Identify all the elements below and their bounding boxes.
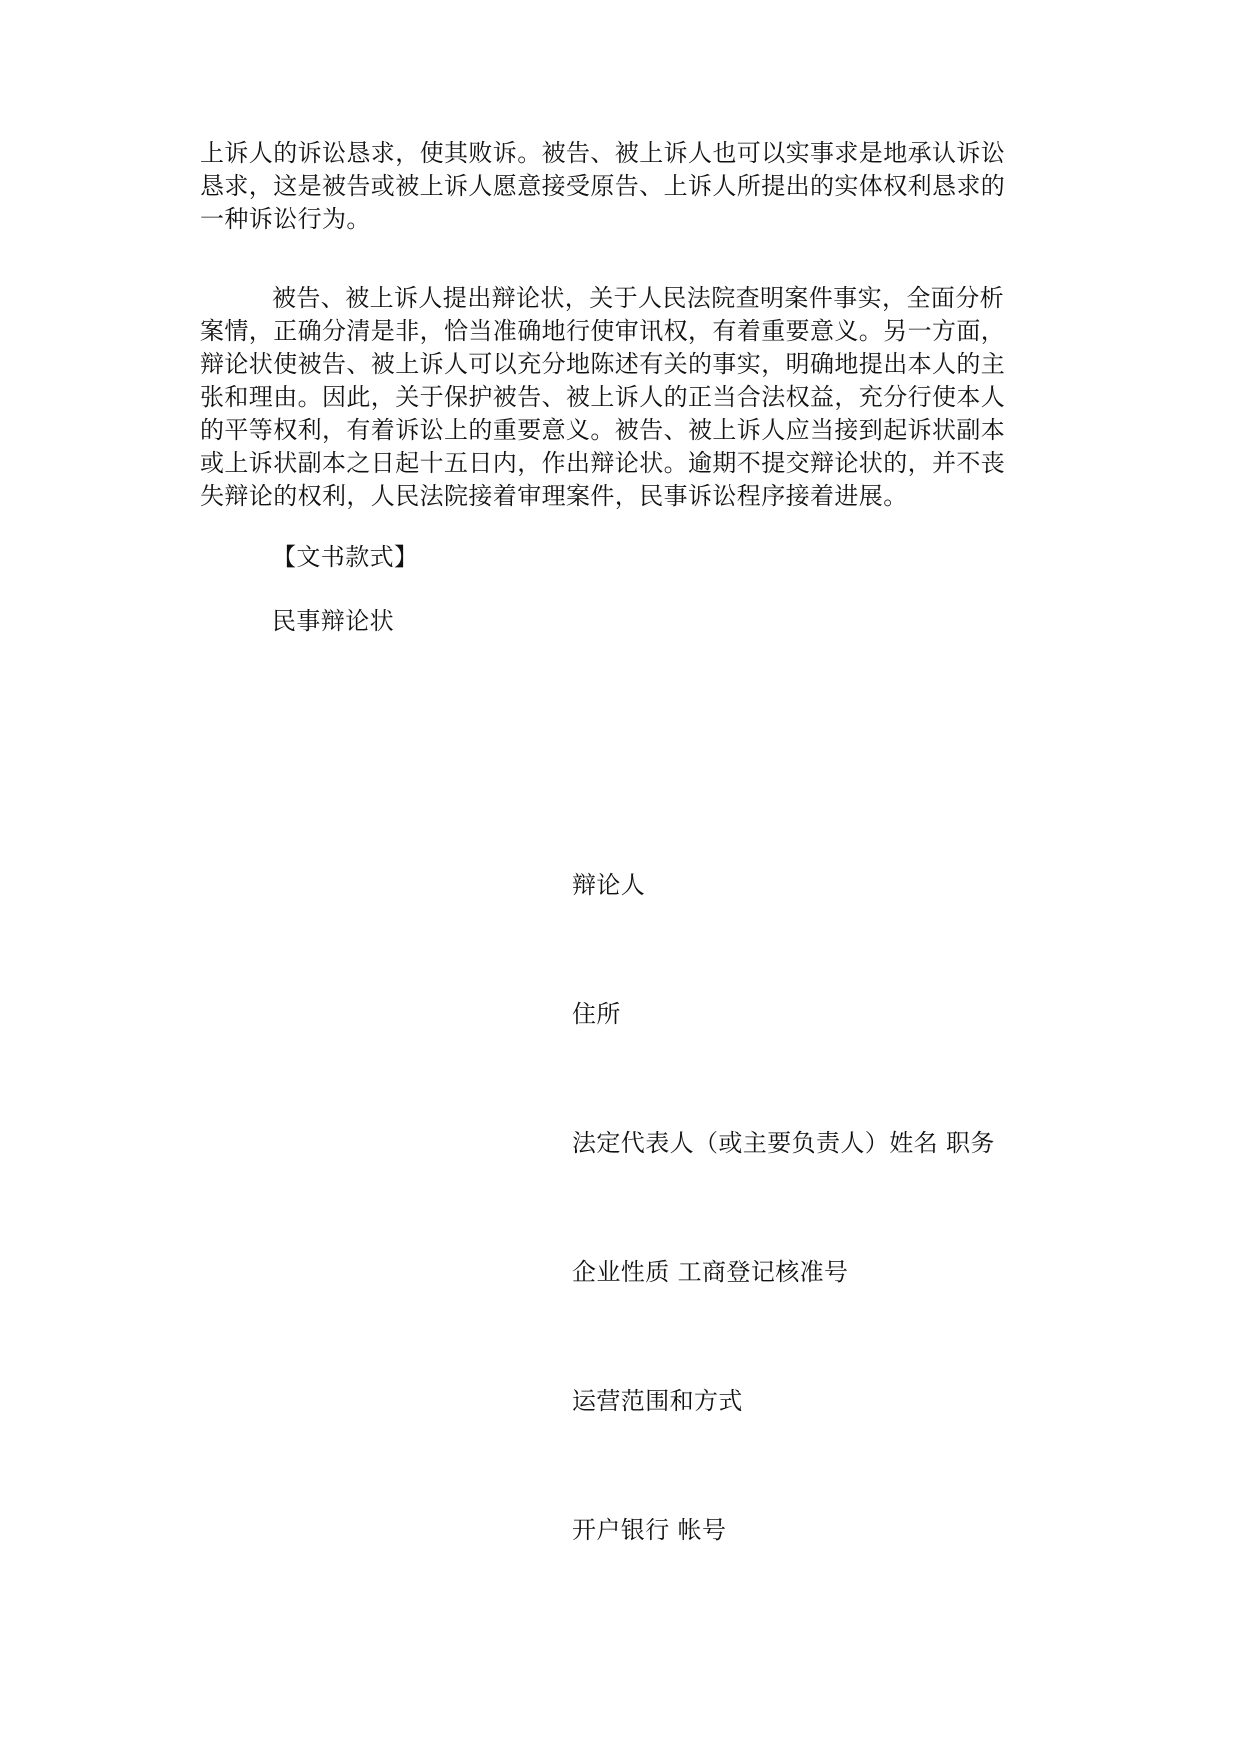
paragraph-2-line-4: 张和理由。因此，关于保护被告、被上诉人的正当合法权益，充分行使本人 — [200, 383, 1006, 411]
paragraph-2-line-5: 的平等权利，有着诉讼上的重要意义。被告、被上诉人应当接到起诉状副本 — [200, 416, 1006, 444]
field-label-enterprise-nature: 企业性质 工商登记核准号 — [572, 1258, 849, 1286]
document-title: 民事辩论状 — [272, 607, 394, 635]
field-label-respondent: 辩论人 — [572, 871, 646, 899]
paragraph-2-line-7: 失辩论的权利，人民法院接着审理案件，民事诉讼程序接着进展。 — [200, 482, 908, 510]
field-label-address: 住所 — [572, 1000, 621, 1028]
field-label-legal-representative: 法定代表人（或主要负责人）姓名 职务 — [572, 1129, 995, 1157]
field-label-business-scope: 运营范围和方式 — [572, 1387, 743, 1415]
paragraph-2-line-1: 被告、被上诉人提出辩论状，关于人民法院查明案件事实，全面分析 — [272, 284, 1004, 312]
section-heading: 【文书款式】 — [272, 543, 419, 571]
paragraph-2-line-2: 案情，正确分清是非，恰当准确地行使审讯权，有着重要意义。另一方面， — [200, 317, 1006, 345]
paragraph-2-line-6: 或上诉状副本之日起十五日内，作出辩论状。逾期不提交辩论状的，并不丧 — [200, 449, 1006, 477]
field-label-bank-account: 开户银行 帐号 — [572, 1516, 727, 1544]
paragraph-1-line-2: 恳求，这是被告或被上诉人愿意接受原告、上诉人所提出的实体权利恳求的 — [200, 172, 1006, 200]
paragraph-1-line-1: 上诉人的诉讼恳求，使其败诉。被告、被上诉人也可以实事求是地承认诉讼 — [200, 139, 1006, 167]
paragraph-2-line-3: 辩论状使被告、被上诉人可以充分地陈述有关的事实，明确地提出本人的主 — [200, 350, 1006, 378]
paragraph-1-line-3: 一种诉讼行为。 — [200, 205, 371, 233]
